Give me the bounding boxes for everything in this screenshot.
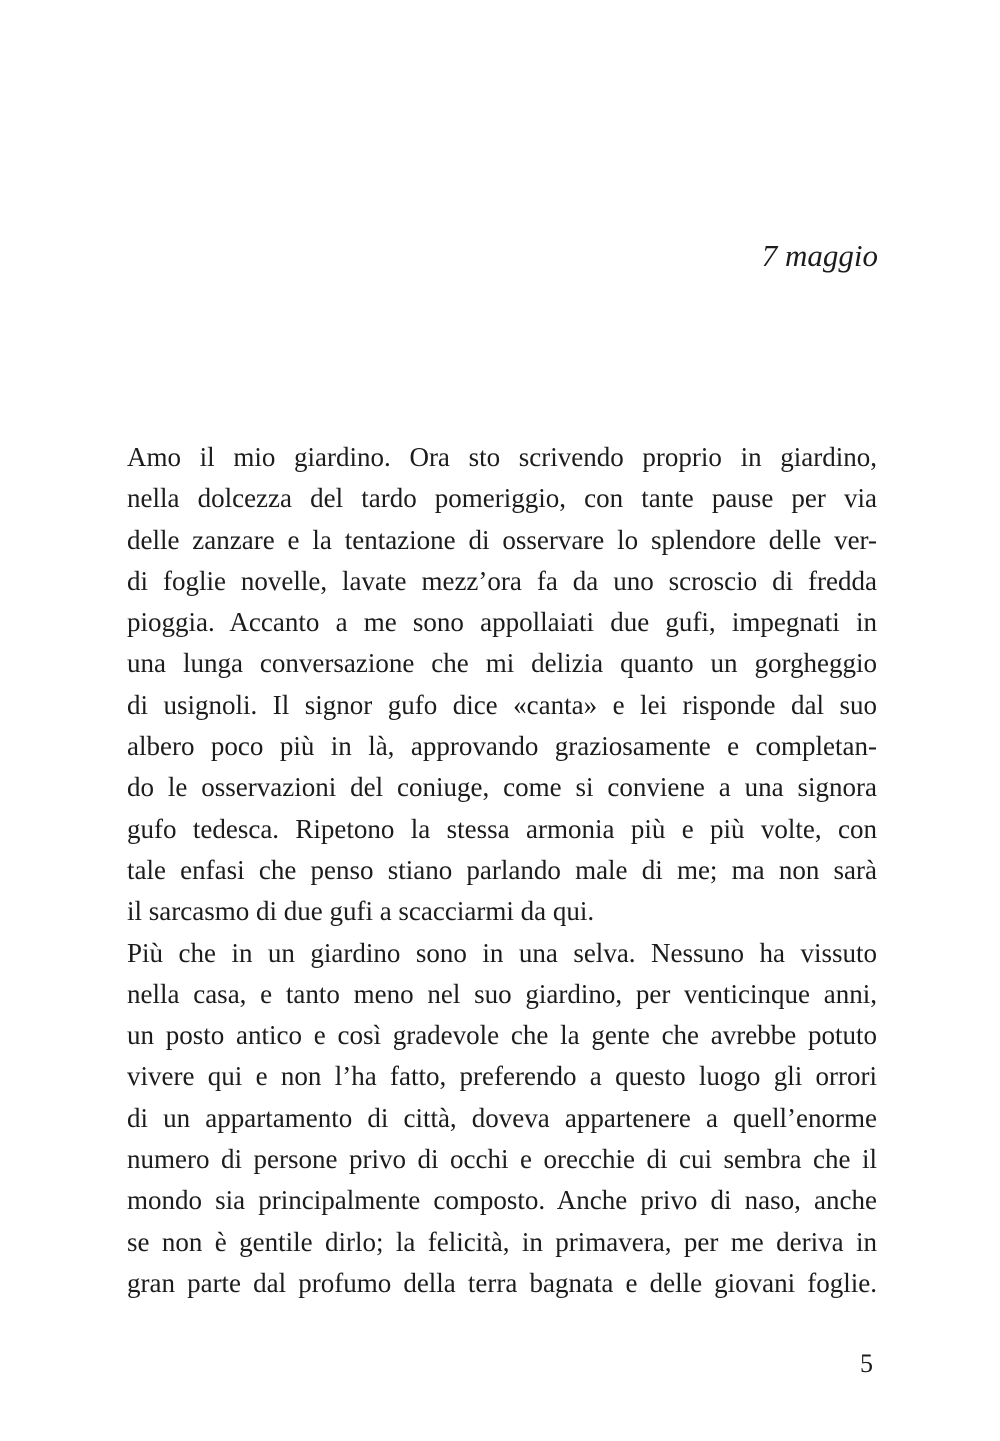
text-line: nella dolcezza del tardo pomeriggio, con tante pause per via <box>127 483 877 514</box>
text-line: gran parte dal profumo della terra bagnata e delle giovani foglie. <box>127 1267 877 1298</box>
text-line: di foglie novelle, lavate mezz’ora fa da uno scroscio di fredda <box>127 565 877 596</box>
text-line: nella casa, e tanto meno nel suo giardino, per venticinque anni, <box>127 978 877 1009</box>
text-line: Più che in un giardino sono in una selva. Nessuno ha vissuto <box>127 937 877 968</box>
text-line: tale enfasi che penso stiano parlando male di me; ma non sarà <box>127 854 877 885</box>
text-line: gufo tedesca. Ripetono la stessa armonia più e più volte, con <box>127 813 877 844</box>
text-line: numero di persone privo di occhi e orecchie di cui sembra che il <box>127 1144 877 1175</box>
text-line: vivere qui e non l’ha fatto, preferendo a questo luogo gli orrori <box>127 1061 877 1092</box>
text-line: albero poco più in là, approvando graziosamente e completan- <box>127 731 877 762</box>
text-line: mondo sia principalmente composto. Anche privo di naso, anche <box>127 1185 877 1216</box>
text-block <box>127 437 877 1304</box>
text-line: un posto antico e così gradevole che la gente che avrebbe potuto <box>127 1020 877 1051</box>
text-line: il sarcasmo di due gufi a scacciarmi da qui. <box>127 896 595 927</box>
date-heading: 7 maggio <box>761 238 878 273</box>
text-line: di usignoli. Il signor gufo dice «canta» e lei risponde dal suo <box>127 689 877 720</box>
text-line: se non è gentile dirlo; la felicità, in primavera, per me deriva in <box>127 1226 877 1257</box>
text-line: di un appartamento di città, doveva appartenere a quell’enorme <box>127 1102 877 1133</box>
text-line: Amo il mio giardino. Ora sto scrivendo proprio in giardino, <box>127 442 877 472</box>
text-line: pioggia. Accanto a me sono appollaiati due gufi, impegnati in <box>127 607 877 638</box>
paragraph <box>127 933 877 1305</box>
text-line: una lunga conversazione che mi delizia quanto un gorgheggio <box>127 648 877 679</box>
text-line: delle zanzare e la tentazione di osservare lo splendore delle ver- <box>127 524 877 555</box>
paragraph <box>127 437 877 933</box>
page-number: 5 <box>860 1349 873 1378</box>
text-line: do le osservazioni del coniuge, come si conviene a una signora <box>127 772 877 803</box>
